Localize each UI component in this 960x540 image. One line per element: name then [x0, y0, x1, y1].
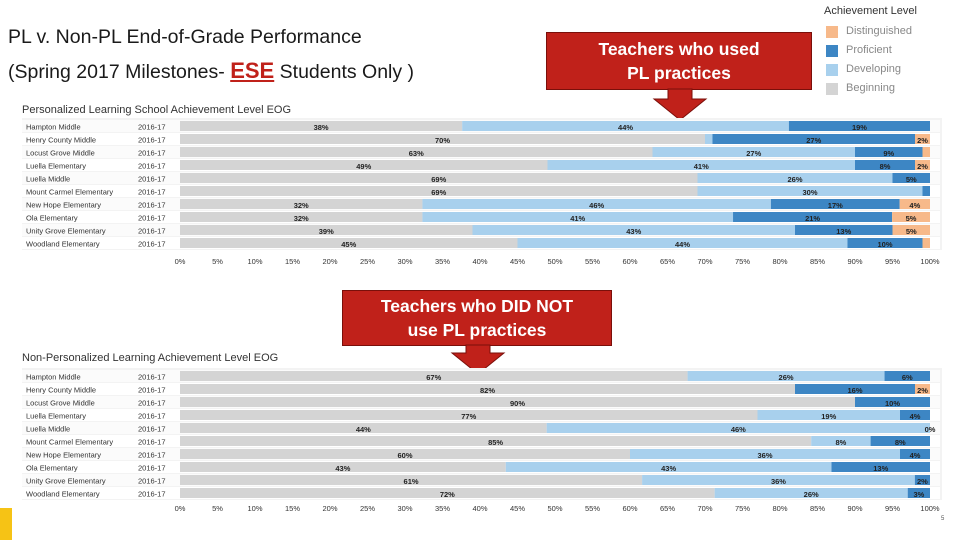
data-label: 44%: [355, 424, 371, 434]
data-label: 43%: [335, 463, 351, 473]
x-tick-label: 40%: [472, 257, 488, 266]
category-label: Luella Middle: [26, 424, 71, 434]
x-tick-label: 0%: [174, 504, 186, 513]
year-label: 2016-17: [138, 239, 166, 249]
category-label: Mount Carmel Elementary: [26, 437, 114, 447]
legend-label-proficient: Proficient: [846, 44, 892, 56]
data-label: 67%: [426, 372, 442, 382]
data-label: 17%: [827, 200, 843, 210]
legend: [816, 2, 940, 98]
chart-nonpl: [20, 368, 950, 518]
data-label: 49%: [356, 161, 372, 171]
data-label: 27%: [806, 135, 822, 145]
data-label: 63%: [408, 148, 424, 158]
data-label: 39%: [318, 226, 334, 236]
data-label: 6%: [901, 372, 913, 382]
year-label: 2016-17: [138, 437, 166, 447]
legend-label-distinguished: Distinguished: [846, 25, 913, 37]
data-label: 8%: [879, 161, 891, 171]
bar-distinguished: [923, 238, 931, 248]
chart-pl: [20, 118, 950, 278]
category-label: Hampton Middle: [26, 122, 81, 132]
data-label: 5%: [905, 213, 917, 223]
x-tick-label: 45%: [509, 257, 526, 266]
title-pre: (Spring 2017 Milestones-: [8, 61, 231, 83]
data-label: 26%: [778, 372, 794, 382]
slide-title-line2: [8, 54, 414, 89]
data-label: 44%: [674, 239, 691, 249]
data-label: 2%: [917, 135, 928, 145]
x-tick-label: 70%: [697, 504, 713, 513]
chart-nonpl-title: Non-Personalized Learning Achievement Level EOG: [22, 352, 279, 364]
year-label: 2016-17: [138, 489, 166, 499]
x-tick-label: 50%: [547, 504, 563, 513]
chart-pl-title: Personalized Learning School Achievement Level EOG: [22, 104, 292, 116]
x-tick-label: 20%: [322, 257, 338, 266]
year-label: 2016-17: [138, 148, 166, 158]
data-label: 0%: [924, 424, 936, 434]
category-label: Luella Middle: [26, 174, 71, 184]
data-label: 5%: [905, 174, 917, 184]
slide-title: [8, 20, 414, 89]
x-tick-label: 20%: [322, 504, 338, 513]
x-tick-label: 85%: [809, 257, 826, 266]
x-tick-label: 85%: [809, 504, 826, 513]
callout-pl-line1: Teachers who used: [598, 39, 760, 59]
year-label: 2016-17: [138, 398, 166, 408]
data-label: 32%: [293, 213, 309, 223]
data-label: 70%: [434, 135, 451, 145]
x-tick-label: 80%: [772, 504, 788, 513]
year-label: 2016-17: [138, 213, 166, 223]
data-label: 45%: [341, 239, 357, 249]
legend-title: Achievement Level: [824, 5, 917, 17]
callout-pl-arrow: [650, 89, 710, 121]
page-number: 5: [941, 516, 945, 522]
year-label: 2016-17: [138, 424, 166, 434]
category-label: Woodland Elementary: [26, 239, 100, 249]
year-label: 2016-17: [138, 122, 166, 132]
data-label: 32%: [293, 200, 309, 210]
category-label: Hampton Middle: [26, 372, 81, 382]
data-label: 69%: [431, 174, 447, 184]
bar-proficient: [923, 186, 931, 196]
x-tick-label: 100%: [920, 257, 940, 266]
x-tick-label: 100%: [920, 504, 940, 513]
data-label: 44%: [618, 122, 634, 132]
x-tick-label: 65%: [659, 257, 676, 266]
x-tick-label: 30%: [397, 257, 413, 266]
data-label: 8%: [894, 437, 906, 447]
x-tick-label: 95%: [884, 257, 901, 266]
x-tick-label: 75%: [734, 504, 751, 513]
data-label: 43%: [626, 226, 642, 236]
category-label: New Hope Elementary: [26, 450, 102, 460]
data-label: 72%: [439, 489, 455, 499]
category-label: Mount Carmel Elementary: [26, 187, 114, 197]
legend-swatch-beginning: [826, 83, 838, 95]
callout-pl: [546, 32, 812, 90]
x-tick-label: 70%: [697, 257, 713, 266]
x-tick-label: 50%: [547, 257, 563, 266]
x-tick-label: 55%: [584, 257, 601, 266]
legend-swatch-proficient: [826, 45, 838, 57]
data-label: 4%: [909, 450, 921, 460]
data-label: 19%: [851, 122, 867, 132]
year-label: 2016-17: [138, 411, 166, 421]
x-tick-label: 5%: [212, 257, 223, 266]
x-tick-label: 0%: [174, 257, 186, 266]
data-label: 3%: [913, 489, 925, 499]
data-label: 13%: [873, 463, 889, 473]
year-label: 2016-17: [138, 187, 166, 197]
callout-nonpl-line1: Teachers who DID NOT: [380, 296, 574, 316]
x-tick-label: 25%: [359, 504, 376, 513]
data-label: 82%: [479, 385, 496, 395]
category-label: Locust Grove Middle: [26, 148, 95, 158]
title-post: Students Only ): [274, 61, 415, 83]
data-label: 13%: [836, 226, 852, 236]
x-tick-label: 80%: [772, 257, 788, 266]
data-label: 85%: [488, 437, 504, 447]
x-tick-label: 60%: [622, 257, 638, 266]
data-label: 77%: [461, 411, 477, 421]
x-tick-label: 30%: [397, 504, 413, 513]
data-label: 60%: [397, 450, 413, 460]
x-tick-label: 15%: [284, 504, 301, 513]
year-label: 2016-17: [138, 226, 166, 236]
category-label: Unity Grove Elementary: [26, 476, 106, 486]
data-label: 43%: [661, 463, 677, 473]
x-tick-label: 35%: [434, 504, 451, 513]
footer-accent: [0, 508, 12, 540]
x-tick-label: 10%: [247, 257, 263, 266]
data-label: 61%: [403, 476, 419, 486]
data-label: 21%: [805, 213, 821, 223]
category-label: Henry County Middle: [26, 385, 97, 395]
x-tick-label: 60%: [622, 504, 638, 513]
callout-nonpl: [342, 290, 612, 346]
year-label: 2016-17: [138, 372, 166, 382]
data-label: 46%: [730, 424, 746, 434]
data-label: 19%: [821, 411, 837, 421]
data-label: 10%: [884, 398, 901, 408]
year-label: 2016-17: [138, 161, 166, 171]
data-label: 90%: [509, 398, 526, 408]
x-tick-label: 45%: [509, 504, 526, 513]
data-label: 9%: [883, 148, 895, 158]
callout-pl-line2: PL practices: [627, 63, 731, 83]
year-label: 2016-17: [138, 135, 166, 145]
data-label: 41%: [693, 161, 709, 171]
category-label: Henry County Middle: [26, 135, 97, 145]
legend-label-developing: Developing: [846, 63, 902, 75]
data-label: 10%: [877, 239, 893, 249]
data-label: 8%: [835, 437, 847, 447]
bar-distinguished: [923, 147, 931, 157]
bar-developing: [705, 134, 713, 144]
data-label: 26%: [787, 174, 803, 184]
data-label: 2%: [917, 385, 928, 395]
data-label: 46%: [589, 200, 605, 210]
category-label: Unity Grove Elementary: [26, 226, 106, 236]
x-tick-label: 90%: [847, 504, 863, 513]
x-tick-label: 90%: [847, 257, 863, 266]
legend-swatch-developing: [826, 64, 838, 76]
year-label: 2016-17: [138, 463, 166, 473]
legend-label-beginning: Beginning: [846, 82, 895, 94]
data-label: 38%: [313, 122, 329, 132]
data-label: 26%: [803, 489, 819, 499]
year-label: 2016-17: [138, 476, 166, 486]
category-label: Luella Elementary: [26, 411, 87, 421]
data-label: 36%: [770, 476, 786, 486]
data-label: 2%: [917, 476, 928, 486]
x-tick-label: 40%: [472, 504, 488, 513]
data-label: 4%: [909, 411, 921, 421]
x-tick-label: 15%: [284, 257, 301, 266]
data-label: 27%: [746, 148, 762, 158]
x-tick-label: 95%: [884, 504, 901, 513]
x-tick-label: 55%: [584, 504, 601, 513]
year-label: 2016-17: [138, 450, 166, 460]
category-label: Ola Elementary: [26, 463, 78, 473]
data-label: 2%: [917, 161, 928, 171]
callout-nonpl-line2: use PL practices: [407, 320, 547, 340]
data-label: 5%: [905, 226, 917, 236]
x-tick-label: 65%: [659, 504, 676, 513]
category-label: Ola Elementary: [26, 213, 78, 223]
data-label: 41%: [570, 213, 586, 223]
category-label: Woodland Elementary: [26, 489, 100, 499]
category-label: Luella Elementary: [26, 161, 87, 171]
x-tick-label: 35%: [434, 257, 451, 266]
category-label: Locust Grove Middle: [26, 398, 95, 408]
data-label: 4%: [909, 200, 921, 210]
data-label: 69%: [431, 187, 447, 197]
x-tick-label: 5%: [212, 504, 223, 513]
x-tick-label: 75%: [734, 257, 751, 266]
year-label: 2016-17: [138, 385, 166, 395]
title-ese: ESE: [230, 58, 275, 83]
x-tick-label: 10%: [247, 504, 263, 513]
data-label: 36%: [757, 450, 773, 460]
data-label: 16%: [847, 385, 863, 395]
slide-title-line1: PL v. Non-PL End-of-Grade Performance: [8, 26, 362, 48]
category-label: New Hope Elementary: [26, 200, 102, 210]
data-label: 30%: [802, 187, 818, 197]
year-label: 2016-17: [138, 200, 166, 210]
x-tick-label: 25%: [359, 257, 376, 266]
legend-swatch-distinguished: [826, 26, 838, 38]
year-label: 2016-17: [138, 174, 166, 184]
